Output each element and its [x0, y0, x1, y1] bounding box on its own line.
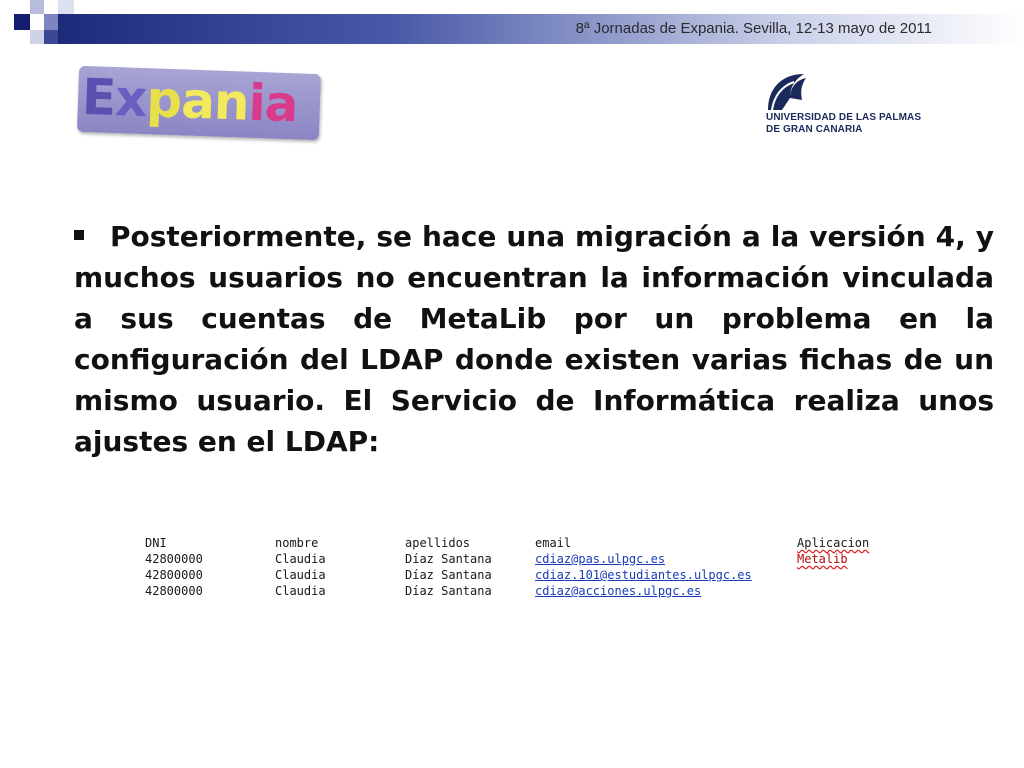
header-apellidos: apellidos — [405, 536, 471, 550]
decor-square — [58, 0, 74, 14]
cell-nombre: Claudia — [275, 568, 326, 582]
email-link[interactable]: cdiaz@acciones.ulpgc.es — [535, 584, 702, 598]
email-link[interactable]: cdiaz@pas.ulpgc.es — [535, 552, 666, 566]
cell-dni: 42800000 — [145, 552, 203, 566]
bullet-icon — [74, 230, 84, 240]
cell-dni: 42800000 — [145, 568, 203, 582]
cell-aplicacion: Metalib — [797, 552, 848, 566]
logo-letter: ia — [247, 73, 299, 134]
cell-apellidos: Díaz Santana — [405, 552, 492, 566]
expania-logo — [77, 66, 321, 140]
header-email: email — [535, 536, 572, 550]
header-title: 8ª Jornadas de Expania. Sevilla, 12-13 mayo de 2011 — [575, 20, 932, 37]
decor-square — [30, 0, 44, 14]
ulpgc-logo — [760, 70, 930, 140]
header-aplicacion: Aplicacion — [797, 536, 870, 550]
cell-nombre: Claudia — [275, 552, 326, 566]
main-paragraph — [74, 216, 994, 462]
cell-dni: 42800000 — [145, 584, 203, 598]
ulpgc-emblem-icon — [760, 70, 820, 114]
header-nombre: nombre — [275, 536, 319, 550]
decor-square — [30, 30, 44, 44]
cell-apellidos: Díaz Santana — [405, 568, 492, 582]
logo-letter: x — [114, 69, 148, 129]
logo-letter: an — [180, 71, 250, 132]
logo-letter: E — [81, 67, 117, 128]
cell-nombre: Claudia — [275, 584, 326, 598]
cell-apellidos: Díaz Santana — [405, 584, 492, 598]
table-row — [145, 568, 869, 584]
ulpgc-name: UNIVERSIDAD DE LAS PALMAS DE GRAN CANARIA — [766, 112, 922, 135]
table-row — [145, 552, 869, 568]
decor-square — [14, 14, 30, 30]
table-row — [145, 584, 869, 600]
logo-letter: p — [145, 70, 183, 130]
table-header-row — [145, 536, 869, 552]
ldap-table — [145, 536, 869, 600]
decor-square — [44, 30, 58, 44]
decor-square — [44, 14, 58, 30]
paragraph-text: Posteriormente, se hace una migración a la versión 4, y muchos usuarios no encuentran la información vinculada a sus cuentas de MetaLib por un problema en la configuración del LDAP donde existen varias fichas de un mismo usuario. El Servicio de Informática realiza unos ajustes en el LDAP: — [74, 220, 994, 458]
header-dni: DNI — [145, 536, 167, 550]
email-link[interactable]: cdiaz.101@estudiantes.ulpgc.es — [535, 568, 752, 582]
